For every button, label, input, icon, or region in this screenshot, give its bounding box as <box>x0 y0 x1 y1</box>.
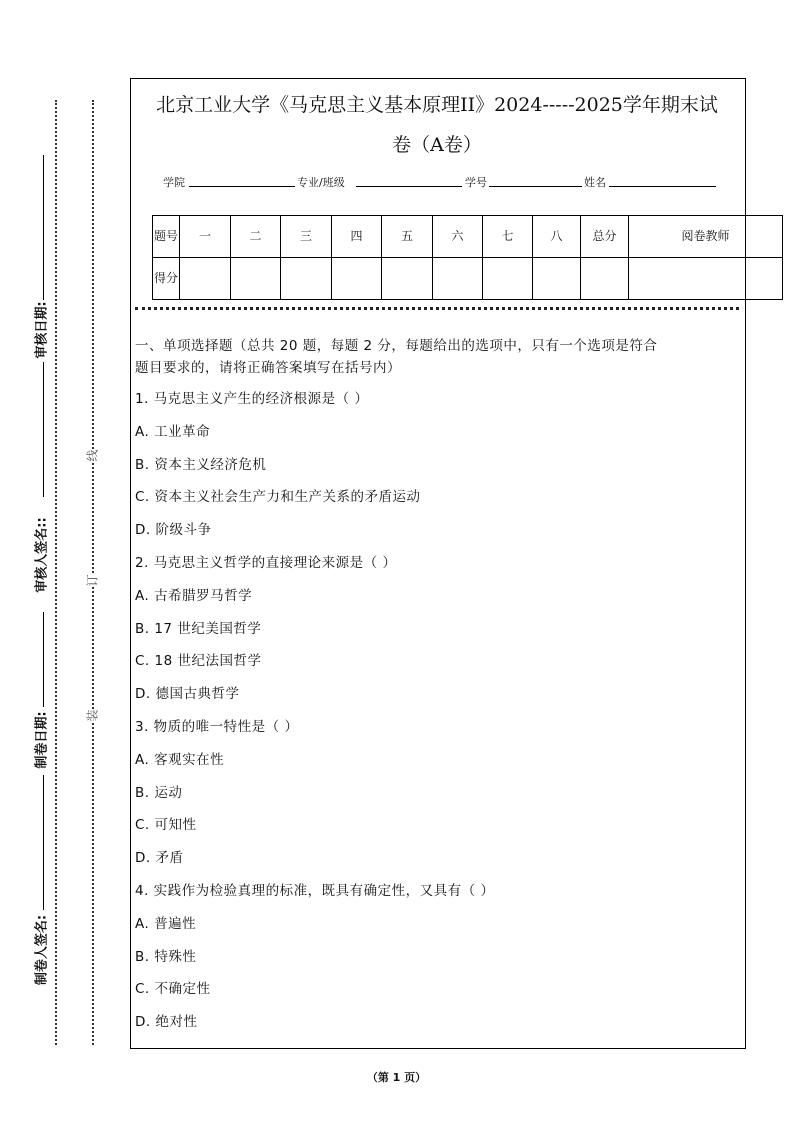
score-cell[interactable] <box>483 258 533 300</box>
question-stem: 2. 马克思主义哲学的直接理论来源是（ ） <box>135 555 397 571</box>
score-cell[interactable] <box>629 258 783 300</box>
field-label-college: 学院 <box>163 176 185 189</box>
score-cell[interactable] <box>382 258 433 300</box>
review-date-label: 审核日期: <box>34 301 50 359</box>
answer-option: D. 德国古典哲学 <box>135 686 240 703</box>
col-header: 五 <box>382 216 433 258</box>
col-header: 二 <box>231 216 281 258</box>
section-intro: 题目要求的，请将正确答案填写在括号内） <box>135 360 401 376</box>
binding-char: 订 <box>85 574 100 587</box>
answer-option: B. 资本主义经济危机 <box>135 456 267 473</box>
page-number: （第 1 页） <box>366 1071 427 1084</box>
signature-line <box>43 612 44 707</box>
reviewer-signature-label: 审核人签名:: <box>34 517 50 593</box>
question-stem: 3. 物质的唯一特性是（ ） <box>135 719 299 735</box>
binding-char: 线 <box>85 449 100 462</box>
question-stem: 1. 马克思主义产生的经济根源是（ ） <box>135 391 369 407</box>
college-field[interactable] <box>189 186 295 187</box>
answer-option: D. 绝对性 <box>135 1014 198 1031</box>
major-field[interactable] <box>356 186 462 187</box>
col-header: 阅卷教师 <box>629 216 783 258</box>
signature-line <box>43 362 44 497</box>
field-label-name: 姓名 <box>584 176 606 189</box>
question-stem: 4. 实践作为检验真理的标准，既具有确定性，又具有（ ） <box>135 883 495 899</box>
answer-option: A. 普遍性 <box>135 915 197 932</box>
answer-option: B. 运动 <box>135 784 183 801</box>
answer-option: B. 特殊性 <box>135 948 197 965</box>
score-table <box>152 215 783 300</box>
score-cell[interactable] <box>281 258 332 300</box>
col-header: 总分 <box>581 216 629 258</box>
answer-option: D. 阶级斗争 <box>135 522 212 539</box>
creator-signature-label: 制卷人签名: <box>34 914 50 986</box>
col-header: 一 <box>180 216 231 258</box>
score-cell[interactable] <box>433 258 483 300</box>
score-cell[interactable] <box>332 258 382 300</box>
binding-dotted-line <box>55 100 57 1045</box>
dotted-separator <box>135 307 739 310</box>
col-header: 八 <box>533 216 581 258</box>
answer-option: B. 17 世纪美国哲学 <box>135 620 262 637</box>
binding-char: 装 <box>85 709 100 722</box>
answer-option: C. 不确定性 <box>135 981 211 998</box>
table-row <box>153 258 783 300</box>
creation-date-label: 制卷日期: <box>34 711 50 769</box>
answer-option: A. 工业革命 <box>135 423 211 440</box>
answer-option: C. 18 世纪法国哲学 <box>135 653 262 670</box>
col-header: 六 <box>433 216 483 258</box>
signature-line <box>43 155 44 300</box>
answer-option: D. 矛盾 <box>135 850 184 867</box>
exam-title-line2: 卷（A卷） <box>392 134 482 156</box>
col-header: 三 <box>281 216 332 258</box>
score-cell[interactable] <box>581 258 629 300</box>
score-cell[interactable] <box>533 258 581 300</box>
field-label-id: 学号 <box>465 176 487 189</box>
student-id-field[interactable] <box>489 186 582 187</box>
col-header: 四 <box>332 216 382 258</box>
binding-dotted-line <box>92 100 94 1045</box>
exam-title: 北京工业大学《马克思主义基本原理II》2024-----2025学年期末试 <box>156 94 718 116</box>
row-label: 题号 <box>153 216 180 258</box>
table-row <box>153 216 783 258</box>
section-intro: 一、单项选择题（总共 20 题，每题 2 分，每题给出的选项中，只有一个选项是符合 <box>135 338 658 354</box>
field-label-major: 专业/班级 <box>297 176 345 189</box>
answer-option: C. 可知性 <box>135 817 197 834</box>
signature-line <box>43 775 44 910</box>
col-header: 七 <box>483 216 533 258</box>
score-cell[interactable] <box>180 258 231 300</box>
answer-option: C. 资本主义社会生产力和生产关系的矛盾运动 <box>135 489 421 506</box>
row-label: 得分 <box>153 258 180 300</box>
name-field[interactable] <box>609 186 716 187</box>
score-cell[interactable] <box>231 258 281 300</box>
answer-option: A. 古希腊罗马哲学 <box>135 587 253 604</box>
answer-option: A. 客观实在性 <box>135 751 225 768</box>
